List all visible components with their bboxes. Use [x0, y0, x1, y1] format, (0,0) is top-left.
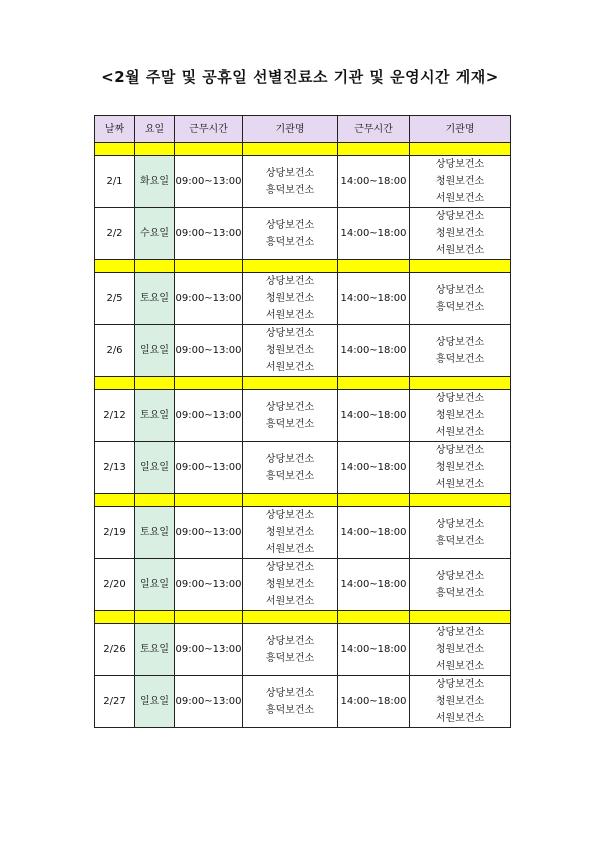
separator-cell	[135, 494, 175, 507]
separator-cell	[338, 611, 410, 624]
pm-orgs-cell	[410, 208, 511, 260]
org-name: 청원보건소	[435, 410, 485, 421]
separator-cell	[338, 494, 410, 507]
am-time-cell: 09:00~13:00	[175, 559, 243, 611]
org-name: 상당보건소	[265, 328, 315, 339]
header-pm-orgs: 기관명	[410, 116, 511, 143]
org-name: 상당보건소	[265, 276, 315, 287]
org-name: 흥덕보건소	[265, 184, 315, 196]
pm-orgs-cell	[410, 325, 511, 377]
group-separator	[95, 494, 511, 507]
date-cell: 2/20	[95, 559, 135, 611]
page-title: <2월 주말 및 공휴일 선별진료소 기관 및 운영시간 게재>	[101, 68, 499, 86]
org-name: 상당보건소	[435, 570, 485, 582]
org-name: 흥덕보건소	[265, 704, 315, 716]
org-name: 상당보건소	[265, 219, 315, 231]
org-name: 서원보건소	[265, 310, 315, 321]
am-time-cell: 09:00~13:00	[175, 624, 243, 676]
org-name: 청원보건소	[265, 579, 315, 590]
separator-cell	[95, 260, 135, 273]
org-name: 서원보건소	[435, 479, 485, 490]
header-am-time: 근무시간	[175, 116, 243, 143]
org-name: 상당보건소	[265, 687, 315, 699]
table-row	[95, 156, 511, 208]
table-row	[95, 325, 511, 377]
separator-cell	[338, 143, 410, 156]
separator-cell	[338, 260, 410, 273]
org-name: 서원보건소	[265, 362, 315, 373]
org-name: 상당보건소	[265, 562, 315, 573]
date-cell: 2/19	[95, 507, 135, 559]
separator-cell	[243, 143, 338, 156]
am-time-cell: 09:00~13:00	[175, 156, 243, 208]
date-cell: 2/26	[95, 624, 135, 676]
table-row	[95, 559, 511, 611]
pm-orgs-cell	[410, 676, 511, 728]
schedule-body	[95, 143, 511, 728]
day-cell: 토요일	[135, 390, 175, 442]
pm-time-cell: 14:00~18:00	[338, 273, 410, 325]
am-orgs-cell	[243, 624, 338, 676]
pm-orgs-cell	[410, 559, 511, 611]
org-name: 서원보건소	[265, 544, 315, 555]
am-orgs-cell	[243, 208, 338, 260]
table-row	[95, 442, 511, 494]
separator-cell	[95, 377, 135, 390]
pm-time-cell: 14:00~18:00	[338, 156, 410, 208]
group-separator	[95, 377, 511, 390]
org-name: 청원보건소	[265, 345, 315, 356]
separator-cell	[175, 611, 243, 624]
org-name: 상당보건소	[435, 159, 485, 170]
org-name: 상당보건소	[435, 211, 485, 222]
am-orgs-cell	[243, 156, 338, 208]
pm-orgs-cell	[410, 273, 511, 325]
am-time-cell: 09:00~13:00	[175, 442, 243, 494]
org-name: 서원보건소	[435, 245, 485, 256]
separator-cell	[175, 260, 243, 273]
pm-time-cell: 14:00~18:00	[338, 676, 410, 728]
pm-time-cell: 14:00~18:00	[338, 325, 410, 377]
separator-cell	[410, 494, 511, 507]
org-name: 청원보건소	[435, 644, 485, 655]
org-name: 서원보건소	[435, 193, 485, 204]
pm-orgs-cell	[410, 390, 511, 442]
org-name: 흥덕보건소	[265, 470, 315, 482]
separator-cell	[175, 494, 243, 507]
org-name: 상당보건소	[435, 393, 485, 404]
org-name: 상당보건소	[435, 627, 485, 638]
day-cell: 일요일	[135, 676, 175, 728]
pm-orgs-cell	[410, 442, 511, 494]
am-orgs-cell	[243, 390, 338, 442]
separator-cell	[410, 377, 511, 390]
separator-cell	[338, 377, 410, 390]
separator-cell	[135, 143, 175, 156]
header-am-orgs: 기관명	[243, 116, 338, 143]
org-name: 흥덕보건소	[265, 236, 315, 248]
am-time-cell: 09:00~13:00	[175, 208, 243, 260]
am-orgs-cell	[243, 507, 338, 559]
org-name: 서원보건소	[435, 713, 485, 724]
org-name: 상당보건소	[265, 453, 315, 465]
org-name: 상당보건소	[435, 679, 485, 690]
table-row	[95, 624, 511, 676]
org-name: 흥덕보건소	[265, 652, 315, 664]
separator-cell	[243, 611, 338, 624]
pm-time-cell: 14:00~18:00	[338, 507, 410, 559]
header-row	[95, 116, 511, 143]
pm-time-cell: 14:00~18:00	[338, 390, 410, 442]
separator-cell	[95, 143, 135, 156]
org-name: 청원보건소	[435, 176, 485, 187]
group-separator	[95, 260, 511, 273]
am-time-cell: 09:00~13:00	[175, 390, 243, 442]
separator-cell	[175, 143, 243, 156]
org-name: 상당보건소	[265, 510, 315, 521]
org-name: 청원보건소	[265, 527, 315, 538]
separator-cell	[135, 260, 175, 273]
am-orgs-cell	[243, 325, 338, 377]
table-row	[95, 273, 511, 325]
header-day: 요일	[135, 116, 175, 143]
group-separator	[95, 611, 511, 624]
org-name: 청원보건소	[435, 696, 485, 707]
am-time-cell: 09:00~13:00	[175, 325, 243, 377]
org-name: 청원보건소	[435, 228, 485, 239]
org-name: 상당보건소	[435, 284, 485, 296]
org-name: 청원보건소	[435, 462, 485, 473]
table-row	[95, 676, 511, 728]
day-cell: 수요일	[135, 208, 175, 260]
separator-cell	[135, 377, 175, 390]
am-orgs-cell	[243, 442, 338, 494]
day-cell: 토요일	[135, 273, 175, 325]
am-time-cell: 09:00~13:00	[175, 507, 243, 559]
am-time-cell: 09:00~13:00	[175, 676, 243, 728]
header-date: 날짜	[95, 116, 135, 143]
org-name: 서원보건소	[265, 596, 315, 607]
org-name: 상당보건소	[435, 518, 485, 530]
group-separator	[95, 143, 511, 156]
separator-cell	[95, 494, 135, 507]
am-orgs-cell	[243, 559, 338, 611]
pm-time-cell: 14:00~18:00	[338, 624, 410, 676]
day-cell: 화요일	[135, 156, 175, 208]
pm-time-cell: 14:00~18:00	[338, 208, 410, 260]
separator-cell	[243, 494, 338, 507]
date-cell: 2/6	[95, 325, 135, 377]
org-name: 흥덕보건소	[265, 418, 315, 430]
day-cell: 일요일	[135, 559, 175, 611]
date-cell: 2/1	[95, 156, 135, 208]
org-name: 상당보건소	[265, 167, 315, 179]
org-name: 청원보건소	[265, 293, 315, 304]
date-cell: 2/12	[95, 390, 135, 442]
table-row	[95, 390, 511, 442]
date-cell: 2/13	[95, 442, 135, 494]
table-row	[95, 208, 511, 260]
pm-orgs-cell	[410, 624, 511, 676]
am-orgs-cell	[243, 273, 338, 325]
pm-orgs-cell	[410, 156, 511, 208]
am-orgs-cell	[243, 676, 338, 728]
org-name: 흥덕보건소	[435, 353, 485, 365]
separator-cell	[243, 260, 338, 273]
am-time-cell: 09:00~13:00	[175, 273, 243, 325]
header-pm-time: 근무시간	[338, 116, 410, 143]
separator-cell	[410, 611, 511, 624]
date-cell: 2/27	[95, 676, 135, 728]
day-cell: 일요일	[135, 442, 175, 494]
org-name: 흥덕보건소	[435, 301, 485, 313]
org-name: 서원보건소	[435, 661, 485, 672]
separator-cell	[410, 260, 511, 273]
date-cell: 2/5	[95, 273, 135, 325]
org-name: 흥덕보건소	[435, 535, 485, 547]
separator-cell	[243, 377, 338, 390]
table-row	[95, 507, 511, 559]
separator-cell	[175, 377, 243, 390]
day-cell: 일요일	[135, 325, 175, 377]
day-cell: 토요일	[135, 624, 175, 676]
org-name: 상당보건소	[265, 635, 315, 647]
org-name: 상당보건소	[435, 445, 485, 456]
date-cell: 2/2	[95, 208, 135, 260]
org-name: 흥덕보건소	[435, 587, 485, 599]
day-cell: 토요일	[135, 507, 175, 559]
pm-time-cell: 14:00~18:00	[338, 442, 410, 494]
separator-cell	[135, 611, 175, 624]
separator-cell	[95, 611, 135, 624]
schedule-table	[94, 115, 511, 728]
separator-cell	[410, 143, 511, 156]
pm-time-cell: 14:00~18:00	[338, 559, 410, 611]
org-name: 상당보건소	[265, 401, 315, 413]
pm-orgs-cell	[410, 507, 511, 559]
org-name: 상당보건소	[435, 336, 485, 348]
org-name: 서원보건소	[435, 427, 485, 438]
